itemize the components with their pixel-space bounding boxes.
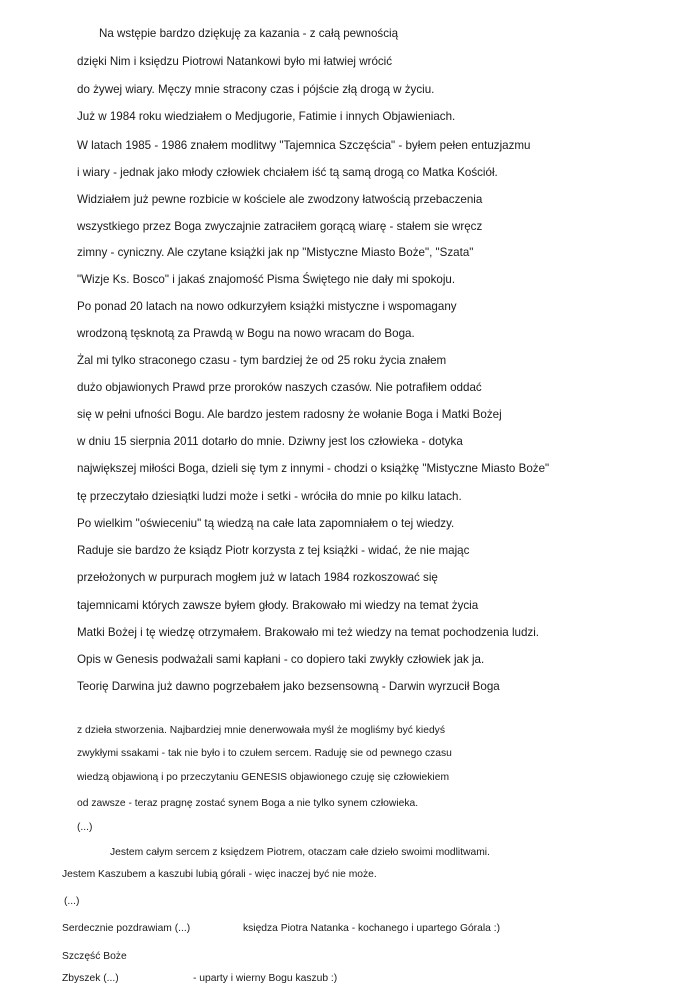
letter-line: wiedzą objawioną i po przeczytaniu GENESIS objawionego czuję się człowiekiem	[77, 772, 450, 783]
letter-line: (...)	[64, 896, 80, 907]
blessing: Szczęść Boże	[62, 951, 127, 962]
letter-line: W latach 1985 - 1986 znałem modlitwy "Tajemnica Szczęścia" - byłem pełen entuzjazmu	[77, 139, 531, 152]
letter-line: Po wielkim "oświeceniu" tą wiedzą na całe lata zapomniałem o tej wiedzy.	[77, 517, 455, 530]
letter-line: od zawsze - teraz pragnę zostać synem Boga a nie tylko synem człowieka.	[77, 798, 419, 809]
signature-description: - uparty i wierny Bogu kaszub :)	[193, 973, 338, 984]
letter-line: tę przeczytało dziesiątki ludzi może i setki - wróciła do mnie po kilku latach.	[77, 490, 462, 503]
letter-line: Matki Bożej i tę wiedzę otrzymałem. Brakowało mi też wiedzy na temat pochodzenia ludzi.	[77, 626, 540, 639]
letter-line: i wiary - jednak jako młody człowiek chciałem iść tą samą drogą co Matka Kościół.	[77, 166, 498, 179]
letter-line: dzięki Nim i księdzu Piotrowi Natankowi było mi łatwiej wrócić	[77, 55, 393, 68]
letter-line: tajemnicami których zawsze byłem głody. Brakowało mi wiedzy na temat życia	[77, 599, 479, 612]
letter-line: wrodzoną tęsknotą za Prawdą w Bogu na nowo wracam do Boga.	[77, 327, 415, 340]
letter-line: do żywej wiary. Męczy mnie stracony czas i pójście złą drogą w życiu.	[77, 83, 435, 96]
letter-line: Jestem Kaszubem a kaszubi lubią górali - więc inaczej być nie może.	[62, 869, 377, 880]
letter-line: zimny - cyniczny. Ale czytane książki jak np "Mistyczne Miasto Boże", "Szata"	[77, 246, 474, 259]
letter-line: Jestem całym sercem z księdzem Piotrem, otaczam całe dzieło swoimi modlitwami.	[110, 847, 490, 858]
letter-line: Opis w Genesis podważali sami kapłani - co dopiero taki zwykły człowiek jak ja.	[77, 653, 485, 666]
letter-line: z dzieła stworzenia. Najbardziej mnie denerwowała myśl że mogliśmy być kiedyś	[77, 725, 445, 736]
letter-line: przełożonych w purpurach mogłem już w latach 1984 rozkoszować się	[77, 571, 438, 584]
letter-line: dużo objawionych Prawd prze proroków naszych czasów. Nie potrafiłem oddać	[77, 381, 482, 394]
signature-name: Zbyszek (...)	[62, 973, 119, 984]
letter-line: Żal mi tylko straconego czasu - tym bardziej że od 25 roku życia znałem	[77, 354, 447, 367]
letter-line: (...)	[77, 822, 93, 833]
greeting-recipient: księdza Piotra Natanka - kochanego i upartego Górala :)	[243, 923, 500, 934]
letter-line: Raduje sie bardzo że ksiądz Piotr korzysta z tej książki - widać, że nie mając	[77, 544, 470, 557]
letter-line: Już w 1984 roku wiedziałem o Medjugorie, Fatimie i innych Objawieniach.	[77, 110, 456, 123]
letter-line: Widziałem już pewne rozbicie w kościele ale zwodzony łatwością przebaczenia	[77, 193, 483, 206]
letter-line: zwykłymi ssakami - tak nie było i to czułem sercem. Raduję sie od pewnego czasu	[77, 748, 452, 759]
letter-line: Na wstępie bardzo dziękuję za kazania - z całą pewnością	[99, 27, 399, 40]
letter-line: największej miłości Boga, dzieli się tym z innymi - chodzi o książkę "Mistyczne Miasto Boże"	[77, 462, 550, 475]
letter-line: się w pełni ufności Bogu. Ale bardzo jestem radosny że wołanie Boga i Matki Bożej	[77, 408, 502, 421]
letter-line: wszystkiego przez Boga zwyczajnie zatraciłem gorącą wiarę - stałem sie wręcz	[77, 220, 483, 233]
letter-line: w dniu 15 sierpnia 2011 dotarło do mnie. Dziwny jest los człowieka - dotyka	[77, 435, 463, 448]
letter-line: "Wizje Ks. Bosco" i jakaś znajomość Pisma Świętego nie dały mi spokoju.	[77, 273, 456, 286]
closing-greeting: Serdecznie pozdrawiam (...)	[62, 923, 191, 934]
letter-line: Teorię Darwina już dawno pogrzebałem jako bezsensowną - Darwin wyrzucił Boga	[77, 680, 500, 693]
letter-line: Po ponad 20 latach na nowo odkurzyłem książki mistyczne i wspomagany	[77, 300, 457, 313]
